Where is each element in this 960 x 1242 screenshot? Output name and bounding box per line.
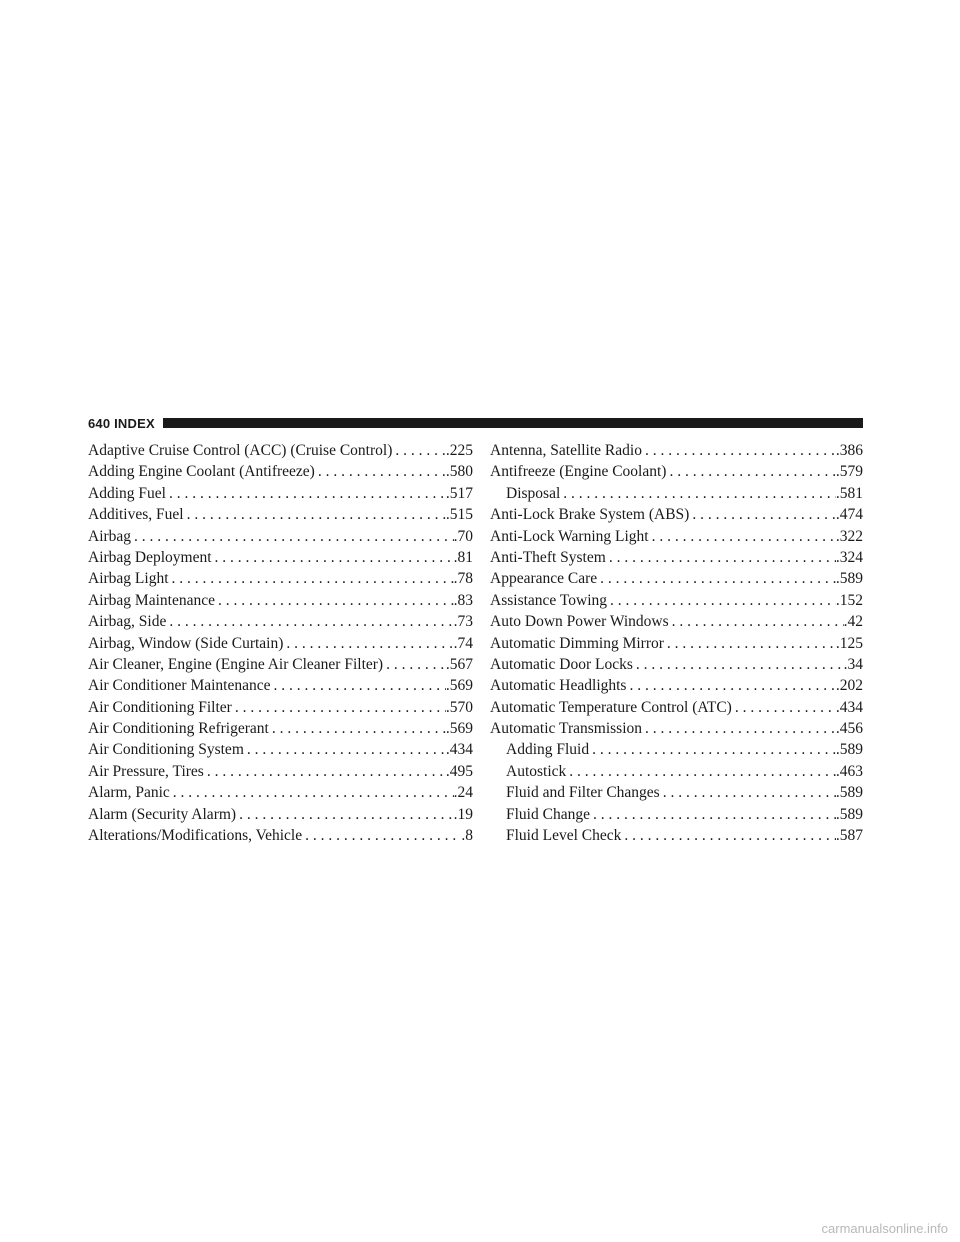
- index-entry: [88, 461, 473, 482]
- dot-leader: [170, 782, 454, 803]
- index-term: Alarm (Security Alarm): [88, 805, 237, 823]
- index-term: Fluid Change: [506, 805, 590, 823]
- dot-leader: [166, 483, 446, 504]
- index-page-ref: .386: [835, 442, 863, 459]
- index-term: Air Conditioner Maintenance: [88, 677, 271, 695]
- index-term: Air Pressure, Tires: [88, 762, 204, 780]
- index-term: Adding Engine Coolant (Antifreeze): [88, 463, 315, 481]
- dot-leader: [184, 504, 446, 525]
- index-page-ref: .589: [835, 784, 863, 802]
- index-page-ref: .324: [835, 548, 863, 566]
- index-entry: [88, 697, 473, 718]
- index-entry: [88, 782, 473, 803]
- index-entry: [88, 739, 473, 760]
- dot-leader: [621, 825, 836, 846]
- index-page-ref: .495: [445, 762, 473, 780]
- index-page-ref: .202: [835, 677, 863, 695]
- index-entry: [490, 568, 863, 589]
- section-title: INDEX: [114, 415, 155, 431]
- index-entry: [88, 547, 473, 568]
- index-entry: [88, 483, 473, 504]
- index-entry: [88, 633, 473, 654]
- dot-leader: [215, 590, 454, 611]
- index-term: Automatic Headlights: [490, 677, 627, 695]
- index-page-ref: .569: [445, 677, 473, 695]
- index-subentry: [490, 483, 863, 504]
- index-entry: [490, 718, 863, 739]
- index-page-ref: .579: [835, 463, 863, 481]
- dot-leader: [669, 611, 844, 632]
- index-term: Autostick: [506, 762, 567, 780]
- index-entry: [490, 461, 863, 482]
- index-term: Antenna, Satellite Radio: [490, 442, 642, 459]
- index-page-ref: .589: [835, 741, 863, 759]
- dot-leader: [642, 718, 836, 739]
- index-term: Airbag Deployment: [88, 548, 212, 566]
- dot-leader: [212, 547, 454, 568]
- dot-leader: [642, 440, 836, 461]
- index-page-ref: .589: [835, 805, 863, 823]
- index-term: Airbag: [88, 527, 132, 545]
- dot-leader: [597, 568, 836, 589]
- index-entry: [88, 804, 473, 825]
- index-entry: [88, 825, 473, 846]
- index-entry: [88, 440, 473, 461]
- index-entry: [490, 611, 863, 632]
- index-term: Adding Fuel: [88, 484, 166, 502]
- index-entry: [88, 504, 473, 525]
- index-page-ref: .581: [835, 484, 863, 502]
- index-subentry: [490, 825, 863, 846]
- dot-leader: [664, 633, 836, 654]
- index-term: Automatic Door Locks: [490, 655, 633, 673]
- dot-leader: [204, 761, 446, 782]
- index-page-ref: .81: [453, 548, 473, 566]
- index-column-right: [490, 440, 863, 846]
- index-column-left: [88, 440, 473, 846]
- dot-leader: [633, 654, 844, 675]
- index-page-ref: .225: [445, 442, 473, 459]
- index-page-ref: .474: [835, 506, 863, 524]
- dot-leader: [606, 547, 836, 568]
- index-term: Antifreeze (Engine Coolant): [490, 463, 667, 481]
- dot-leader: [283, 633, 453, 654]
- dot-leader: [626, 675, 835, 696]
- index-page-ref: .434: [835, 698, 863, 716]
- index-term: Automatic Dimming Mirror: [490, 634, 664, 652]
- index-page-ref: .73: [453, 613, 473, 631]
- index-page-ref: .83: [453, 591, 473, 609]
- index-subentry: [490, 804, 863, 825]
- index-entry: [88, 526, 473, 547]
- index-page-ref: .70: [453, 527, 473, 545]
- dot-leader: [169, 568, 454, 589]
- index-page-ref: .567: [445, 655, 473, 673]
- index-page-ref: .34: [843, 655, 863, 673]
- dot-leader: [232, 697, 446, 718]
- index-page-ref: .569: [445, 720, 473, 738]
- index-term: Disposal: [506, 484, 561, 502]
- index-page-ref: .24: [453, 784, 473, 802]
- dot-leader: [383, 654, 446, 675]
- dot-leader: [236, 804, 454, 825]
- index-page-ref: .42: [843, 613, 863, 631]
- index-page-ref: .434: [445, 741, 473, 759]
- dot-leader: [269, 718, 446, 739]
- index-entry: [490, 547, 863, 568]
- index-term: Air Conditioning Refrigerant: [88, 720, 269, 738]
- index-term: Assistance Towing: [490, 591, 608, 609]
- dot-leader: [566, 761, 836, 782]
- index-entry: [490, 526, 863, 547]
- index-page-ref: .463: [835, 762, 863, 780]
- index-entry: [490, 440, 863, 461]
- page-number: 640: [88, 415, 111, 431]
- index-term: Fluid Level Check: [506, 827, 622, 845]
- index-subentry: [490, 739, 863, 760]
- index-subentry: [490, 782, 863, 803]
- dot-leader: [392, 440, 446, 461]
- page-header: [88, 412, 863, 434]
- dot-leader: [244, 739, 446, 760]
- header-rule: [163, 418, 863, 428]
- dot-leader: [689, 504, 836, 525]
- dot-leader: [666, 461, 835, 482]
- index-page-ref: .78: [453, 570, 473, 588]
- index-entry: [88, 675, 473, 696]
- dot-leader: [589, 739, 836, 760]
- dot-leader: [302, 825, 461, 846]
- dot-leader: [271, 675, 446, 696]
- index-page-ref: .125: [835, 634, 863, 652]
- index-term: Automatic Transmission: [490, 720, 643, 738]
- index-page-ref: .456: [835, 720, 863, 738]
- index-term: Anti-Lock Warning Light: [490, 527, 649, 545]
- dot-leader: [607, 590, 836, 611]
- dot-leader: [649, 526, 836, 547]
- index-entry: [88, 590, 473, 611]
- index-page-ref: .515: [445, 506, 473, 524]
- index-entry: [490, 654, 863, 675]
- dot-leader: [590, 804, 836, 825]
- page-header-label: [88, 416, 155, 431]
- index-entry: [490, 675, 863, 696]
- index-entry: [88, 611, 473, 632]
- index-entry: [88, 568, 473, 589]
- dot-leader: [560, 483, 836, 504]
- index-entry: [490, 633, 863, 654]
- index-entry: [490, 504, 863, 525]
- index-entry: [490, 590, 863, 611]
- index-page-ref: .152: [835, 591, 863, 609]
- index-term: Adaptive Cruise Control (ACC) (Cruise Control): [88, 442, 393, 459]
- index-page-ref: .8: [461, 827, 473, 845]
- index-term: Airbag Light: [88, 570, 169, 588]
- index-term: Appearance Care: [490, 570, 598, 588]
- dot-leader: [660, 782, 836, 803]
- index-term: Fluid and Filter Changes: [506, 784, 660, 802]
- index-term: Air Cleaner, Engine (Engine Air Cleaner Filter): [88, 655, 384, 673]
- index-term: Alarm, Panic: [88, 784, 170, 802]
- index-page-ref: .19: [453, 805, 473, 823]
- index-page-ref: .587: [835, 827, 863, 845]
- index-term: Adding Fluid: [506, 741, 590, 759]
- dot-leader: [166, 611, 453, 632]
- index-entry: [88, 718, 473, 739]
- index-page-ref: .580: [445, 463, 473, 481]
- dot-leader: [315, 461, 446, 482]
- index-entry: [88, 761, 473, 782]
- index-term: Alterations/Modifications, Vehicle: [88, 827, 303, 845]
- index-entry: [490, 697, 863, 718]
- index-term: Auto Down Power Windows: [490, 613, 669, 631]
- index-term: Anti-Lock Brake System (ABS): [490, 506, 690, 524]
- watermark: carmanualsonline.info: [821, 1221, 948, 1236]
- index-term: Anti-Theft System: [490, 548, 606, 566]
- index-term: Airbag, Side: [88, 613, 167, 631]
- index-term: Airbag, Window (Side Curtain): [88, 634, 284, 652]
- dot-leader: [131, 526, 454, 547]
- index-term: Air Conditioning Filter: [88, 698, 232, 716]
- index-page-ref: .517: [445, 484, 473, 502]
- index-entry: [88, 654, 473, 675]
- index-term: Automatic Temperature Control (ATC): [490, 698, 732, 716]
- dot-leader: [732, 697, 836, 718]
- index-page-ref: .322: [835, 527, 863, 545]
- index-term: Airbag Maintenance: [88, 591, 215, 609]
- index-term: Additives, Fuel: [88, 506, 184, 524]
- index-page-ref: .589: [835, 570, 863, 588]
- index-page-ref: .570: [445, 698, 473, 716]
- index-term: Air Conditioning System: [88, 741, 244, 759]
- index-page-ref: .74: [453, 634, 473, 652]
- index-subentry: [490, 761, 863, 782]
